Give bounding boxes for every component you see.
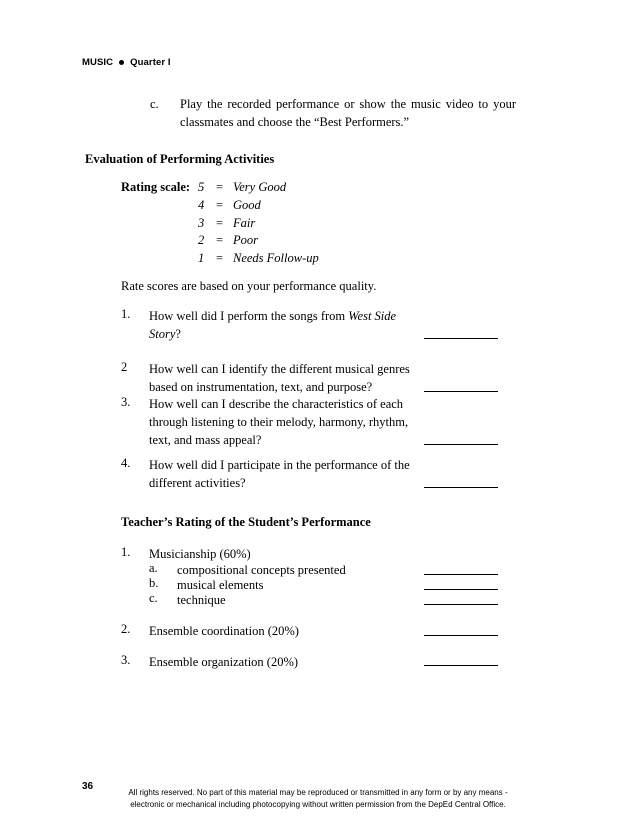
answer-blank[interactable] (424, 444, 498, 445)
rating-num: 3 (198, 216, 205, 230)
intro-step-letter: c. (150, 97, 159, 111)
footer-line: All rights reserved. No part of this material may be reproduced or transmitted in any form or by any means - (128, 788, 508, 797)
subitem-letter: c. (149, 591, 158, 605)
rating-equals: = (216, 198, 224, 212)
item-text: Ensemble organization (20%) (149, 655, 299, 669)
section-title: Evaluation of Performing Activities (85, 152, 275, 166)
question-text-part: ? (175, 327, 181, 341)
answer-blank[interactable] (424, 589, 498, 590)
question-text: How well can I identify the different musical genres based on instrumentation, text, and purpose? (149, 362, 410, 394)
page-number: 36 (82, 781, 94, 792)
answer-blank[interactable] (424, 604, 498, 605)
item-text: Ensemble coordination (20%) (149, 624, 299, 638)
header-subject: MUSIC (82, 57, 114, 68)
subitem-text: technique (177, 593, 226, 607)
rating-equals: = (216, 233, 224, 247)
subitem-letter: b. (149, 576, 159, 590)
rating-num: 1 (198, 251, 205, 265)
answer-blank[interactable] (424, 487, 498, 488)
question-number: 3. (121, 395, 131, 409)
answer-blank[interactable] (424, 665, 498, 666)
question-number: 1. (121, 307, 131, 321)
question-text-part: How well did I perform the songs from (149, 309, 349, 323)
song-title: West Side Story (149, 309, 397, 341)
rating-num: 4 (198, 198, 205, 212)
rate-note: Rate scores are based on your performance quality. (121, 279, 377, 293)
intro-step-text: Play the recorded performance or show the music video to your classmates and choose the “Best Performers.” (180, 97, 516, 129)
rating-desc: Fair (233, 216, 256, 230)
rating-equals: = (216, 251, 224, 265)
subitem-text: musical elements (177, 578, 264, 592)
item-number: 3. (121, 653, 131, 667)
question-text: How well did I participate in the performance of the different activities? (149, 458, 410, 490)
rating-desc: Poor (233, 233, 258, 247)
footer-line: electronic or mechanical including photocopying without written permission from the DepEd Central Office. (130, 800, 506, 809)
rating-equals: = (216, 216, 224, 230)
copyright-footer (108, 787, 528, 811)
answer-blank[interactable] (424, 338, 498, 339)
item-number: 2. (121, 622, 131, 636)
item-text: Musicianship (60%) (149, 547, 251, 561)
question-text (149, 307, 419, 343)
bullet-icon (119, 60, 124, 65)
question-number: 2 (121, 360, 128, 374)
item-number: 1. (121, 545, 131, 559)
rating-desc: Very Good (233, 180, 287, 194)
running-header (82, 57, 171, 68)
answer-blank[interactable] (424, 574, 498, 575)
question-text: How well can I describe the characteristics of each through listening to their melody, harmony, rhythm, text, and mass appeal? (149, 397, 409, 447)
rating-desc: Needs Follow-up (233, 251, 319, 265)
rating-num: 5 (198, 180, 205, 194)
header-quarter: Quarter I (130, 57, 171, 68)
question-number: 4. (121, 456, 131, 470)
subitem-letter: a. (149, 561, 158, 575)
rating-desc: Good (233, 198, 261, 212)
answer-blank[interactable] (424, 391, 498, 392)
answer-blank[interactable] (424, 635, 498, 636)
rating-num: 2 (198, 233, 205, 247)
rating-equals: = (216, 180, 224, 194)
subitem-text: compositional concepts presented (177, 563, 346, 577)
rating-scale-label: Rating scale: (121, 180, 191, 194)
teacher-rating-title: Teacher’s Rating of the Student’s Performance (121, 515, 371, 529)
